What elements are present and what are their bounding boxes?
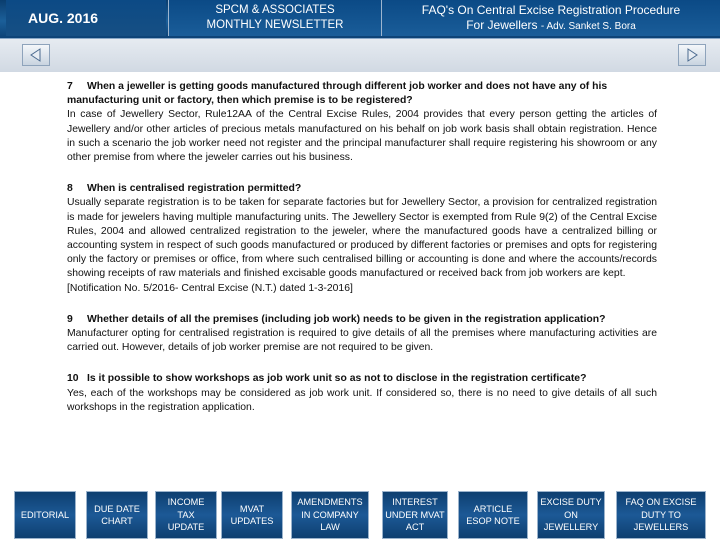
previous-page-button[interactable] xyxy=(22,44,50,66)
tab-faq-excise-duty-jewellers[interactable]: FAQ ON EXCISE DUTY TO JEWELLERS xyxy=(616,491,706,539)
next-page-button[interactable] xyxy=(678,44,706,66)
tab-mvat-updates[interactable]: MVAT UPDATES xyxy=(221,491,283,539)
faq-content xyxy=(67,80,657,432)
faq-question: 9 Whether details of all the premises (including job work) needs to be given in the registration application? xyxy=(67,313,606,325)
navigation-bar xyxy=(0,39,720,72)
tab-excise-duty-jewellery[interactable]: EXCISE DUTY ON JEWELLERY xyxy=(537,491,605,539)
header-bar xyxy=(0,0,720,39)
newsletter-title xyxy=(168,0,382,36)
article-author: - Adv. Sanket S. Bora xyxy=(540,20,636,32)
newsletter-title-line1: SPCM & ASSOCIATES xyxy=(215,4,335,16)
section-tabs xyxy=(0,488,720,540)
tab-due-date-chart[interactable]: DUE DATE CHART xyxy=(86,491,148,539)
faq-item xyxy=(67,372,657,415)
faq-answer: Yes, each of the workshops may be considered as job work unit. If considered so, there is no need to give details of all such workshops in the registration application. xyxy=(67,387,657,413)
faq-question: 10 Is it possible to show workshops as job work unit so as not to disclose in the registration certificate? xyxy=(67,373,587,385)
faq-question: 8 When is centralised registration permitted? xyxy=(67,183,302,195)
issue-date: AUG. 2016 xyxy=(6,0,166,36)
tab-article-esop-note[interactable]: ARTICLE ESOP NOTE xyxy=(458,491,528,539)
faq-answer: Usually separate registration is to be taken for separate factories but for Jewellery Sector, a provision for centralized registration is made for jewelers having multiple manufacturing units. The Jewellery Sector is exempted from Rule 9(2) of the Central Excise Rules, 2004 and allowed centralized registration to the jeweler, where the manufactured goods have a centralized billing or accounting system in respect of such goods manufactured or produced by different factories or premises and opts for registering only the factory or premises or office, from where such centralised billing or accounting is done and where the accounts/records showing receipts of raw materials and finished excisable goods manufactured or received back from job workers are kept. xyxy=(67,197,657,280)
article-title-main: FAQ's On Central Excise Registration Procedure xyxy=(421,2,681,17)
faq-answer: Manufacturer opting for centralised registration is required to give details of all the premises where manufacturing activities are carried out. However, details of job worker premise are not required to be given. xyxy=(67,328,657,354)
triangle-right-icon xyxy=(685,48,699,62)
tab-amendments-company-law[interactable]: AMENDMENTS IN COMPANY LAW xyxy=(291,491,369,539)
faq-question: 7 When a jeweller is getting goods manufactured through different job worker and does not have any of his manufacturing unit or factory, then which premise is to be registered? xyxy=(67,81,608,107)
faq-item xyxy=(67,80,657,165)
article-title-sub xyxy=(466,18,636,34)
tab-editorial[interactable]: EDITORIAL xyxy=(14,491,76,539)
faq-item xyxy=(67,313,657,356)
tab-interest-mvat-act[interactable]: INTEREST UNDER MVAT ACT xyxy=(382,491,448,539)
triangle-left-icon xyxy=(29,48,43,62)
newsletter-title-line2: MONTHLY NEWSLETTER xyxy=(206,19,344,31)
tab-income-tax-update[interactable]: INCOME TAX UPDATE xyxy=(155,491,217,539)
article-subtitle: For Jewellers xyxy=(466,17,538,32)
faq-notification-note: [Notification No. 5/2016- Central Excise (N.T.) dated 1-3-2016] xyxy=(67,282,353,294)
faq-answer: In case of Jewellery Sector, Rule12AA of the Central Excise Rules, 2004 provides that every person getting the articles of Jewellery and/or other articles of precious metals manufactured on his behalf on job work basis shall obtain registration. Hence in such a scenario the job worker need not register and the principal manufacturer shall require registering his showroom or any other premise from where the jeweler carries out his business. xyxy=(67,109,657,164)
article-title xyxy=(382,0,720,36)
faq-item xyxy=(67,182,657,296)
